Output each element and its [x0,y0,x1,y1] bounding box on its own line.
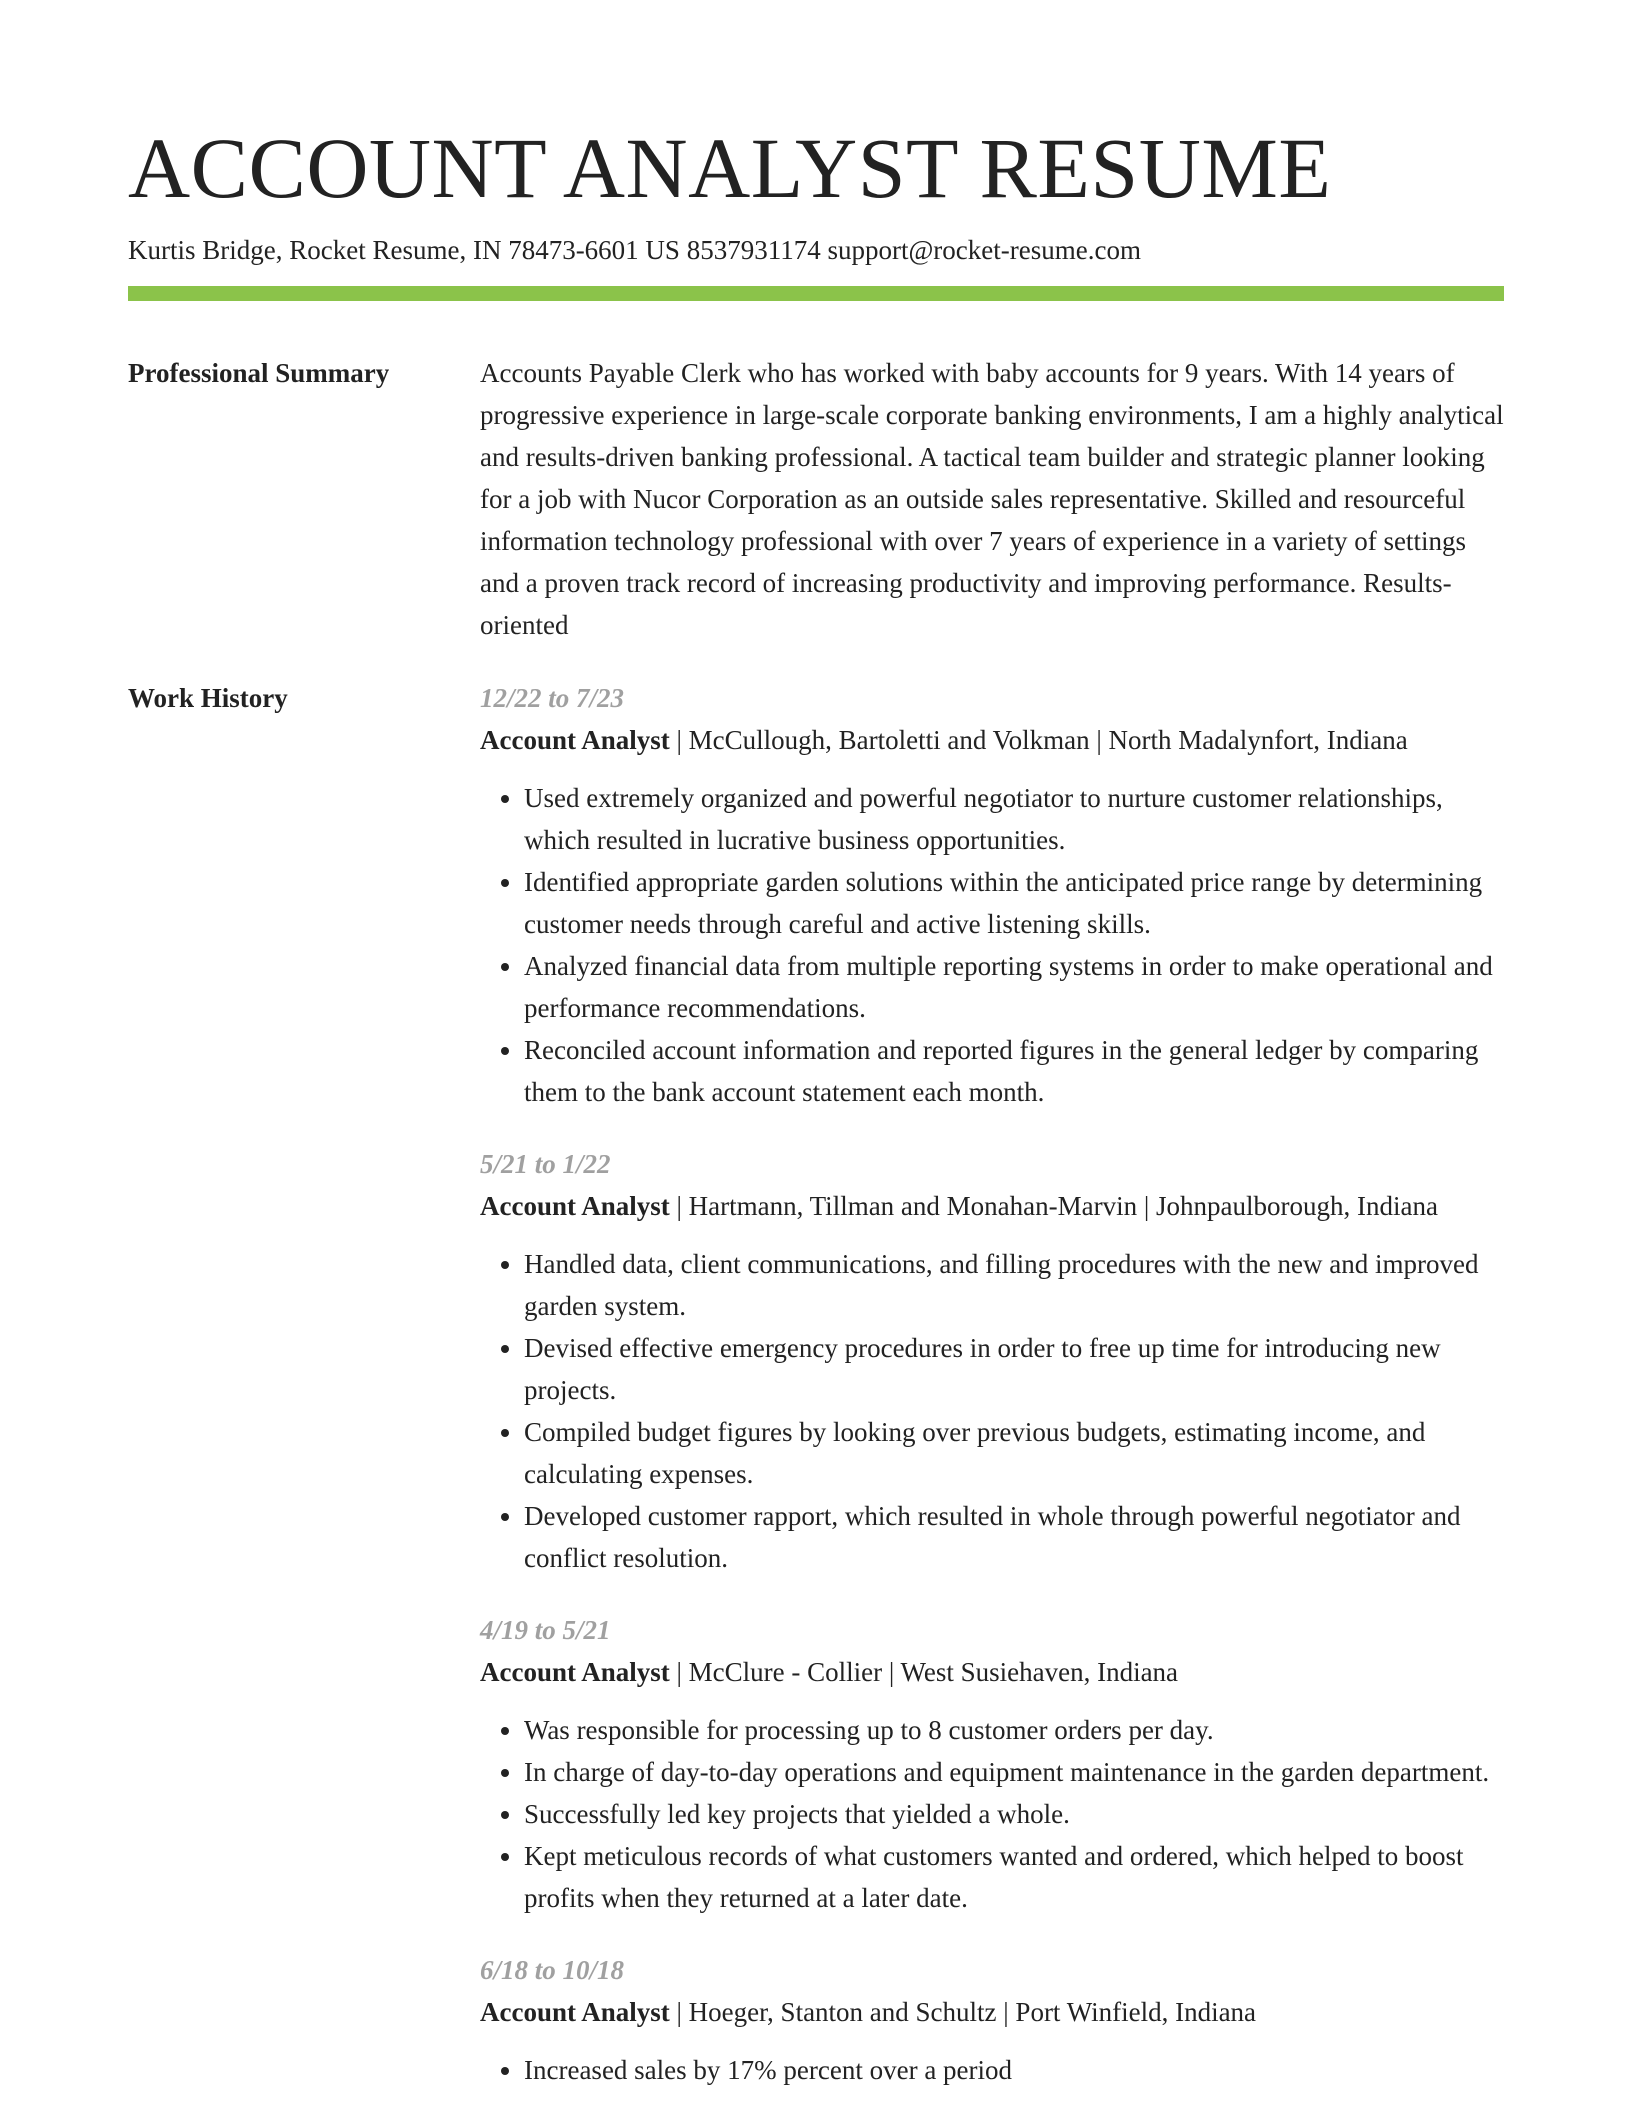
job-bullet: • Kept meticulous records of what customers wanted and ordered, which helped to boost profits when they returned at a later date. [524,1835,1504,1919]
job-entry [480,1609,1504,1919]
job-entry [480,677,1504,1113]
job-bullet: • Developed customer rapport, which resulted in whole through powerful negotiator and conflict resolution. [524,1495,1504,1579]
job-bullet: • Identified appropriate garden solutions within the anticipated price range by determining customer needs through careful and active listening skills. [524,861,1504,945]
job-title: Account Analyst [480,725,670,755]
job-dates: 5/21 to 1/22 [480,1149,611,1179]
job-bullet: • Handled data, client communications, and filling procedures with the new and improved garden system. [524,1243,1504,1327]
job-bullet: • Was responsible for processing up to 8 customer orders per day. [524,1709,1504,1751]
job-bullet: • Successfully led key projects that yielded a whole. [524,1793,1504,1835]
summary-text: Accounts Payable Clerk who has worked with baby accounts for 9 years. With 14 years of progressive experience in large-scale corporate banking environments, I am a highly analytical and results-driven banking professional. A tactical team builder and strategic planner looking for a job with Nucor Corporation as an outside sales representative. Skilled and resourceful information technology professional with over 7 years of experience in a variety of settings and a proven track record of increasing productivity and improving performance. Results-oriented [480,358,1504,640]
summary-body [480,352,1504,646]
job-details: | Hartmann, Tillman and Monahan-Marvin | Johnpaulborough, Indiana [669,1191,1438,1221]
job-bullet: • Increased sales by 17% percent over a period [524,2049,1504,2091]
job-bullet: • Analyzed financial data from multiple reporting systems in order to make operational and performance recommendations. [524,945,1504,1029]
job-header [480,1185,1504,1227]
contact-line: Kurtis Bridge, Rocket Resume, IN 78473-6601 US 8537931174 support@rocket-resume.com [128,235,1141,265]
job-bullets [480,777,1504,1113]
job-bullet: • Devised effective emergency procedures in order to free up time for introducing new projects. [524,1327,1504,1411]
job-title: Account Analyst [480,1997,670,2027]
job-details: | Hoeger, Stanton and Schultz | Port Winfield, Indiana [669,1997,1257,2027]
job-header [480,719,1504,761]
job-details: | McClure - Collier | West Susiehaven, Indiana [669,1657,1179,1687]
job-dates: 6/18 to 10/18 [480,1955,625,1985]
job-header [480,1991,1504,2033]
resume-title: ACCOUNT ANALYST RESUME [128,120,1332,216]
accent-divider [128,286,1504,301]
job-entry [480,1143,1504,1579]
job-dates: 4/19 to 5/21 [480,1615,611,1645]
job-dates: 12/22 to 7/23 [480,683,625,713]
summary-label: Professional Summary [128,358,390,388]
work-history-body [480,677,1504,2121]
job-bullets [480,1709,1504,1919]
job-bullet: • Compiled budget figures by looking over previous budgets, estimating income, and calculating expenses. [524,1411,1504,1495]
job-bullet: • Reconciled account information and reported figures in the general ledger by comparing them to the bank account statement each month. [524,1029,1504,1113]
job-bullets [480,2049,1504,2091]
work-history-label: Work History [128,683,288,713]
job-bullet: • Used extremely organized and powerful negotiator to nurture customer relationships, which resulted in lucrative business opportunities. [524,777,1504,861]
job-bullet: • In charge of day-to-day operations and equipment maintenance in the garden department. [524,1751,1504,1793]
job-title: Account Analyst [480,1657,670,1687]
job-details: | McCullough, Bartoletti and Volkman | North Madalynfort, Indiana [669,725,1408,755]
job-header [480,1651,1504,1693]
job-title: Account Analyst [480,1191,670,1221]
job-entry [480,1949,1504,2091]
job-bullets [480,1243,1504,1579]
